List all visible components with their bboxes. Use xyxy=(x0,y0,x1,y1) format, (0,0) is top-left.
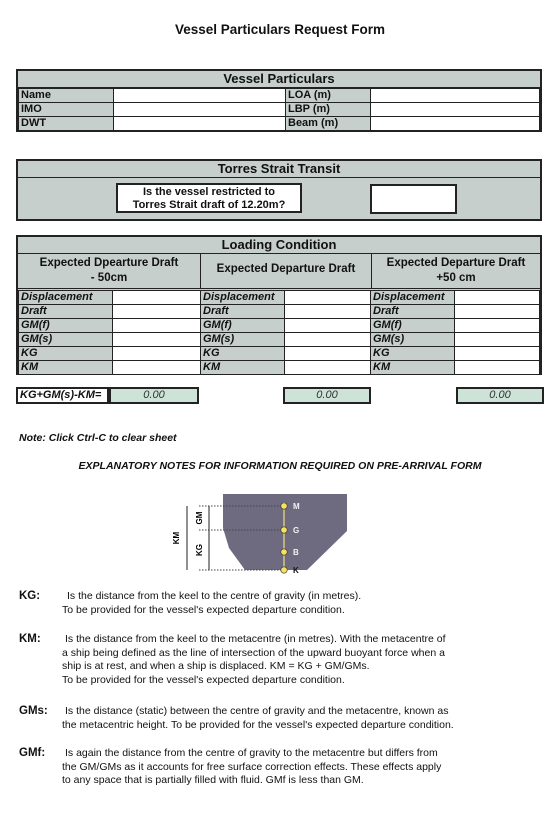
table-row xyxy=(19,333,540,347)
result-label: KG+GM(s)-KM= xyxy=(16,387,109,404)
keel-point xyxy=(281,567,287,573)
row-label: KM xyxy=(371,361,455,375)
row-label: KG xyxy=(19,347,113,361)
definition-text xyxy=(62,590,532,617)
row-label: KG xyxy=(201,347,285,361)
value-cell[interactable] xyxy=(113,361,201,375)
row-label: Displacement xyxy=(19,291,113,305)
row-label: GM(f) xyxy=(201,319,285,333)
column-header-plus50 xyxy=(372,254,540,288)
km-label: KM xyxy=(172,531,181,545)
definition-line: the metacentric height. To be provided for the vessel's expected departure condition. xyxy=(62,718,454,731)
vessel-particulars-header: Vessel Particulars xyxy=(18,71,540,88)
row-label: Draft xyxy=(201,305,285,319)
point-label-g: G xyxy=(293,526,300,535)
explanatory-notes-title: EXPLANATORY NOTES FOR INFORMATION REQUIRED ON PRE-ARRIVAL FORM xyxy=(78,460,482,472)
definition-line: a ship being defined as the line of intersection of the upward buoyant force when a xyxy=(62,646,445,659)
gravity-point xyxy=(281,527,287,533)
value-cell[interactable] xyxy=(455,361,540,375)
value-cell[interactable] xyxy=(113,291,201,305)
row-label: GM(s) xyxy=(19,333,113,347)
value-cell[interactable] xyxy=(285,305,371,319)
table-row xyxy=(19,117,540,131)
gm-label: GM xyxy=(195,511,204,525)
row-label: KM xyxy=(19,361,113,375)
row-label: GM(f) xyxy=(19,319,113,333)
definition-text xyxy=(62,747,532,788)
table-row xyxy=(19,103,540,117)
result-value-expected: 0.00 xyxy=(283,387,371,404)
definition-line: Is the distance from the keel to the metacentre (in metres). With the metacentre of xyxy=(65,633,446,645)
column-header-minus50-line2: - 50cm xyxy=(90,272,128,284)
definition-line: to any space that is partially filled with fluid. GMf is less than GM. xyxy=(62,774,364,786)
row-label: KM xyxy=(201,361,285,375)
result-value-minus50: 0.00 xyxy=(109,387,199,404)
torres-answer-field[interactable] xyxy=(370,184,457,214)
loading-condition-header: Loading Condition xyxy=(18,237,540,254)
column-header-plus50-line1: Expected Departure Draft xyxy=(386,257,526,269)
kg-label: KG xyxy=(195,544,204,556)
metacentre-point xyxy=(281,503,287,509)
definition-line: To be provided for the vessel's expected departure condition. xyxy=(62,673,345,686)
table-row xyxy=(19,347,540,361)
value-cell[interactable] xyxy=(285,361,371,375)
definition-term: GMf: xyxy=(19,747,46,759)
result-value-plus50: 0.00 xyxy=(456,387,544,404)
loading-column-headers xyxy=(18,254,540,289)
table-row xyxy=(19,291,540,305)
value-cell[interactable] xyxy=(285,347,371,361)
value-cell[interactable] xyxy=(455,305,540,319)
row-label: KG xyxy=(371,347,455,361)
row-label: Draft xyxy=(371,305,455,319)
form-title: Vessel Particulars Request Form xyxy=(174,22,386,37)
row-label: GM(s) xyxy=(201,333,285,347)
value-cell[interactable] xyxy=(455,333,540,347)
definition-line: To be provided for the vessel's expected departure condition. xyxy=(62,603,345,616)
definition-text xyxy=(62,705,532,732)
imo-label: IMO xyxy=(19,103,114,117)
imo-field[interactable] xyxy=(114,103,286,117)
torres-strait-header: Torres Strait Transit xyxy=(18,161,540,178)
definition-line: the GM/GMs as it accounts for free surface correction effects. These effects apply xyxy=(62,760,442,773)
beam-label: Beam (m) xyxy=(286,117,371,131)
value-cell[interactable] xyxy=(455,291,540,305)
value-cell[interactable] xyxy=(285,333,371,347)
row-label: Displacement xyxy=(201,291,285,305)
clear-sheet-note: Note: Click Ctrl-C to clear sheet xyxy=(19,432,177,444)
loading-condition-table xyxy=(18,290,540,375)
torres-strait-section xyxy=(16,159,542,221)
column-header-minus50 xyxy=(18,254,201,288)
table-row xyxy=(19,89,540,103)
loa-label: LOA (m) xyxy=(286,89,371,103)
row-label: Draft xyxy=(19,305,113,319)
definition-line: Is again the distance from the centre of gravity to the metacentre but differs from xyxy=(65,747,438,759)
point-label-m: M xyxy=(293,502,300,511)
value-cell[interactable] xyxy=(285,319,371,333)
definition-term: GMs: xyxy=(19,705,48,717)
row-label: GM(f) xyxy=(371,319,455,333)
name-label: Name xyxy=(19,89,114,103)
torres-question-line1: Is the vessel restricted to xyxy=(142,186,276,198)
column-header-expected: Expected Departure Draft xyxy=(201,254,372,288)
dwt-field[interactable] xyxy=(114,117,286,131)
table-row xyxy=(19,305,540,319)
definition-line: Is the distance from the keel to the centre of gravity (in metres). xyxy=(67,590,362,602)
column-header-plus50-line2: +50 cm xyxy=(436,272,476,284)
definition-term: KM: xyxy=(19,633,41,645)
value-cell[interactable] xyxy=(113,333,201,347)
definition-term: KG: xyxy=(19,590,41,602)
value-cell[interactable] xyxy=(455,319,540,333)
column-header-minus50-line1: Expected Dpearture Draft xyxy=(39,257,179,269)
table-row xyxy=(19,319,540,333)
value-cell[interactable] xyxy=(285,291,371,305)
row-label: Displacement xyxy=(371,291,455,305)
loa-field[interactable] xyxy=(371,89,540,103)
name-field[interactable] xyxy=(114,89,286,103)
value-cell[interactable] xyxy=(113,305,201,319)
table-row xyxy=(19,361,540,375)
vessel-particulars-section xyxy=(16,69,542,132)
definition-line: ship is at rest, and when a ship is displaced. KM = KG + GM/GMs. xyxy=(62,660,370,672)
point-label-b: B xyxy=(293,548,299,557)
definition-text xyxy=(62,633,532,687)
torres-question xyxy=(116,183,302,213)
definition-line: Is the distance (static) between the centre of gravity and the metacentre, known as xyxy=(65,705,449,717)
beam-field[interactable] xyxy=(371,117,540,131)
dwt-label: DWT xyxy=(19,117,114,131)
point-label-k: K xyxy=(293,566,299,575)
row-label: GM(s) xyxy=(371,333,455,347)
stability-diagram xyxy=(165,490,355,575)
lbp-field[interactable] xyxy=(371,103,540,117)
value-cell[interactable] xyxy=(113,319,201,333)
buoyancy-point xyxy=(281,549,287,555)
value-cell[interactable] xyxy=(455,347,540,361)
value-cell[interactable] xyxy=(113,347,201,361)
torres-question-line2: Torres Strait draft of 12.20m? xyxy=(132,198,286,211)
lbp-label: LBP (m) xyxy=(286,103,371,117)
vessel-particulars-table xyxy=(18,88,540,131)
loading-condition-section xyxy=(16,235,542,375)
